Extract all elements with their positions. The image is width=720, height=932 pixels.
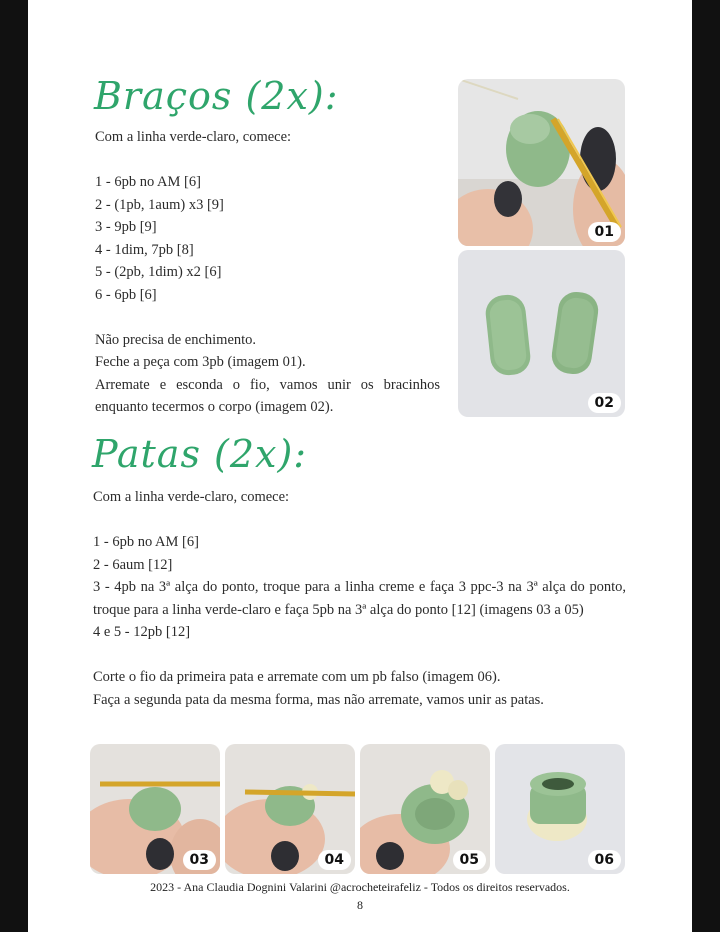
patas-title: Patas (2x): <box>92 432 308 476</box>
patas-row: 2 - 6aum [12] <box>93 556 173 573</box>
photo-06 <box>495 744 625 874</box>
document-page <box>28 0 692 932</box>
bracos-row: 4 - 1dim, 7pb [8] <box>95 241 194 258</box>
patas-note: Faça a segunda pata da mesma forma, mas não arremate, vamos unir as patas. <box>93 691 544 708</box>
photo-04 <box>225 744 355 874</box>
patas-text <box>93 486 626 711</box>
patas-row: 4 e 5 - 12pb [12] <box>93 624 191 640</box>
bracos-intro: Com a linha verde-claro, comece: <box>95 129 292 145</box>
photo-label: 05 <box>453 850 486 870</box>
photo-label: 03 <box>183 850 216 870</box>
photo-label: 01 <box>588 222 621 242</box>
bracos-row: 2 - (1pb, 1aum) x3 [9] <box>95 196 224 213</box>
bracos-note: Feche a peça com 3pb (imagem 01). <box>95 354 306 370</box>
photo-03 <box>90 744 220 874</box>
photo-label: 06 <box>588 850 621 870</box>
photo-01 <box>458 79 625 246</box>
bracos-text <box>95 126 440 419</box>
patas-row: 1 - 6pb no AM [6] <box>93 534 199 550</box>
patas-note: Corte o fio da primeira pata e arremate com um pb falso (imagem 06). <box>93 669 501 685</box>
page-number: 8 <box>357 898 363 912</box>
photo-01-image <box>458 79 625 246</box>
bracos-title: Braços (2x): <box>94 74 339 118</box>
photo-02-image <box>458 250 625 417</box>
photo-02 <box>458 250 625 417</box>
bracos-note: Arremate e esconda o fio, vamos unir os bracinhos enquanto tecermos o corpo (imagem 02). <box>95 376 440 415</box>
bracos-row: 1 - 6pb no AM [6] <box>95 174 201 190</box>
bracos-row: 6 - 6pb [6] <box>95 286 157 303</box>
photo-05 <box>360 744 490 874</box>
photo-label: 02 <box>588 393 621 413</box>
photo-label: 04 <box>318 850 351 870</box>
bracos-row: 3 - 9pb [9] <box>95 219 157 235</box>
footer-copyright: 2023 - Ana Claudia Dognini Valarini @acrocheteirafeliz - Todos os direitos reservados. <box>150 880 570 894</box>
patas-row: 3 - 4pb na 3ª alça do ponto, troque para a linha creme e faça 3 ppc-3 na 3ª alça do ponto, troque para a linha verde-claro e faça 5pb na 3ª alça do ponto [12] (imagens 03 a 05) <box>93 579 626 618</box>
bracos-note: Não precisa de enchimento. <box>95 331 257 348</box>
patas-intro: Com a linha verde-claro, comece: <box>93 489 290 505</box>
bracos-row: 5 - (2pb, 1dim) x2 [6] <box>95 264 222 280</box>
